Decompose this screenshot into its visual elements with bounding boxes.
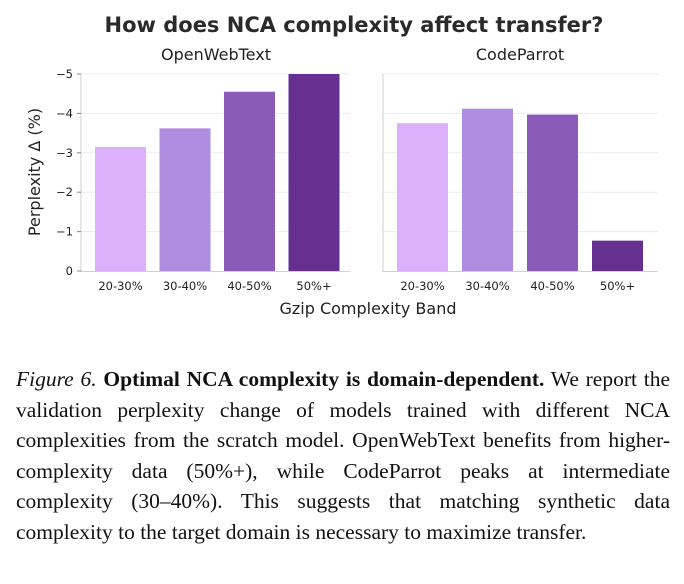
x-axis-label: Gzip Complexity Band xyxy=(279,299,457,318)
x-tick-label: 40-50% xyxy=(227,279,272,293)
panel-openwebtext xyxy=(56,45,350,293)
bar-40-50% xyxy=(224,92,275,271)
bar-40-50% xyxy=(527,115,578,271)
bar-30-40% xyxy=(462,109,513,271)
x-tick-label: 50%+ xyxy=(599,279,636,293)
x-tick-label: 20-30% xyxy=(98,279,143,293)
panel-title: CodeParrot xyxy=(475,45,565,64)
caption-label: Figure 6. xyxy=(16,367,97,391)
bar-20-30% xyxy=(95,147,146,271)
caption-headline: Optimal NCA complexity is domain-dependent. xyxy=(103,367,545,391)
x-tick-label: 20-30% xyxy=(400,279,445,293)
panel-title: OpenWebText xyxy=(161,45,271,64)
x-tick-label: 30-40% xyxy=(465,279,510,293)
y-ticks xyxy=(56,67,81,278)
x-tick-labels xyxy=(98,279,331,293)
y-axis-label: Perplexity Δ (%) xyxy=(25,107,44,237)
bars xyxy=(95,74,340,271)
panel-codeparrot xyxy=(383,45,658,293)
y-tick-label: −5 xyxy=(56,67,73,81)
figure-title: How does NCA complexity affect transfer? xyxy=(104,13,604,37)
bar-30-40% xyxy=(160,128,211,271)
bar-50%+ xyxy=(592,241,643,271)
y-tick-label: −1 xyxy=(56,224,73,239)
y-tick-label: −4 xyxy=(56,106,73,121)
x-tick-label: 50%+ xyxy=(296,279,332,293)
x-tick-label: 30-40% xyxy=(162,279,208,293)
x-tick-labels xyxy=(400,279,635,293)
y-tick-label: 0 xyxy=(65,264,73,278)
bars xyxy=(397,109,643,271)
figure-caption xyxy=(16,364,670,547)
y-tick-label: −2 xyxy=(56,185,73,200)
x-tick-label: 40-50% xyxy=(530,279,575,293)
y-tick-label: −3 xyxy=(56,145,73,160)
caption-body: We report the validation perplexity change of models trained with different NCA complexities from the scratch model. OpenWebText benefits from higher-complexity data (50%+), while CodeParrot peaks at intermediate complexity (30–40%). This suggests that matching synthetic data complexity to the target domain is necessary to maximize transfer. xyxy=(16,367,671,544)
bar-50%+ xyxy=(289,74,340,271)
bar-20-30% xyxy=(397,123,448,271)
